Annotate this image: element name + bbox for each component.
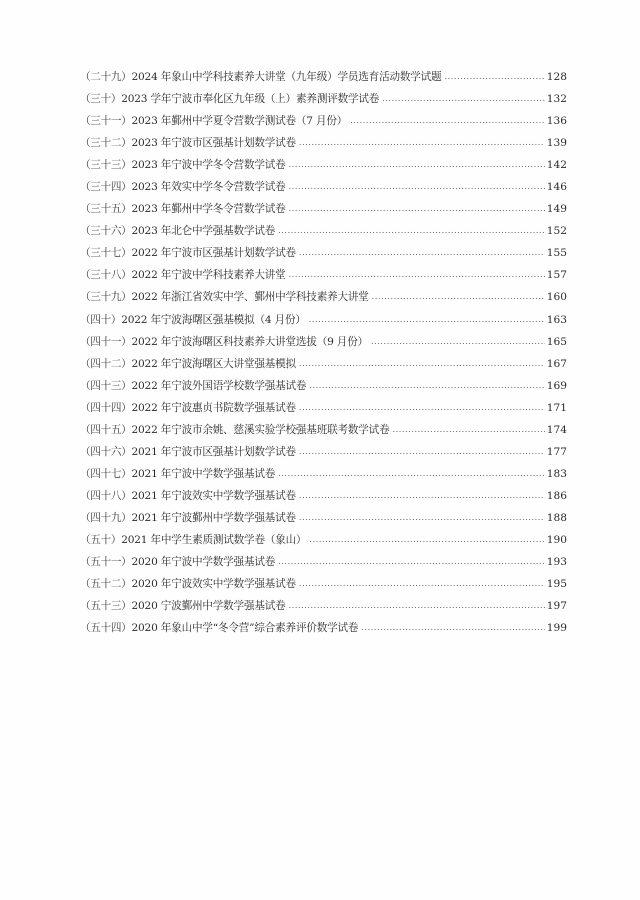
toc-entry[interactable] [80, 463, 567, 485]
toc-entry-number: （四十三） [80, 379, 132, 392]
toc-entry-title: 2022 年浙江省效实中学、鄞州中学科技素养大讲堂 [131, 291, 369, 304]
toc-entry-number: （三十四） [80, 181, 132, 194]
toc-entry-page-number: 160 [546, 291, 567, 304]
toc-dot-leader [392, 419, 544, 441]
toc-entry-title: 2021 年中学生素质测试数学卷（象山） [121, 533, 307, 546]
toc-entry-number: （三十九） [80, 291, 132, 304]
toc-entry-page-number: 146 [546, 181, 567, 194]
toc-entry-number: （二十九） [80, 71, 132, 83]
toc-entry[interactable] [80, 507, 567, 529]
toc-dot-leader [278, 463, 545, 485]
toc-dot-leader [289, 198, 545, 220]
toc-entry-title: 2023 年宁波市区强基计划数学试卷 [131, 137, 296, 150]
toc-entry[interactable] [80, 595, 567, 617]
toc-entry-title: 2021 年宁波鄞州中学数学强基试卷 [131, 511, 296, 524]
toc-entry[interactable] [80, 220, 567, 242]
toc-entry[interactable] [80, 573, 567, 595]
toc-dot-leader [289, 154, 545, 176]
toc-entry[interactable] [80, 375, 567, 397]
toc-entry-page-number: 177 [546, 445, 567, 458]
toc-dot-leader [289, 264, 545, 286]
toc-dot-leader [289, 595, 545, 617]
toc-entry[interactable] [80, 154, 567, 176]
toc-entry-number: （三十） [80, 93, 122, 106]
toc-entry-number: （三十七） [80, 247, 132, 260]
toc-entry-title: 2023 年效实中学冬令营数学试卷 [131, 181, 286, 194]
toc-dot-leader [278, 551, 545, 573]
toc-dot-leader [361, 617, 544, 639]
toc-entry-page-number: 197 [546, 600, 567, 613]
toc-entry-title: 2023 年宁波中学冬令营数学试卷 [131, 159, 286, 172]
toc-entry-title: 2023 年鄞州中学夏令营数学测试卷（7 月份） [131, 115, 348, 128]
toc-entry-page-number: 199 [546, 622, 567, 635]
toc-entry[interactable] [80, 286, 567, 308]
toc-entry[interactable] [80, 198, 567, 220]
toc-entry[interactable] [80, 485, 567, 507]
toc-entry-page-number: 174 [546, 423, 567, 436]
table-of-contents [80, 66, 567, 639]
toc-entry-title: 2022 年宁波外国语学校数学强基试卷 [131, 379, 307, 392]
toc-dot-leader [371, 331, 545, 353]
toc-entry-number: （四十二） [80, 357, 132, 370]
toc-entry-title: 2022 年宁波海曙区科技素养大讲堂选拔（9 月份） [131, 335, 368, 348]
toc-entry-page-number: 186 [546, 489, 567, 502]
toc-entry-page-number: 188 [546, 511, 567, 524]
toc-entry-number: （五十） [80, 533, 122, 546]
toc-entry-title: 2022 年宁波市余姚、慈溪实验学校强基班联考数学试卷 [131, 423, 390, 436]
toc-entry-title: 2023 学年宁波市奉化区九年级（上）素养测评数学试卷 [121, 93, 380, 106]
toc-entry-number: （三十六） [80, 225, 132, 238]
toc-dot-leader [382, 88, 545, 110]
toc-entry-title: 2021 年宁波市区强基计划数学试卷 [131, 445, 296, 458]
toc-entry-page-number: 136 [546, 115, 567, 128]
toc-dot-leader [299, 242, 545, 264]
toc-entry-page-number: 165 [546, 335, 567, 348]
toc-entry-number: （五十一） [80, 556, 132, 569]
toc-entry[interactable] [80, 441, 567, 463]
toc-entry-number: （三十一） [80, 115, 132, 128]
toc-entry-title: 2022 年宁波中学科技素养大讲堂 [131, 269, 286, 282]
toc-entry-number: （四十八） [80, 489, 132, 502]
toc-entry-number: （五十四） [80, 622, 132, 635]
toc-entry[interactable] [80, 397, 567, 419]
toc-entry[interactable] [80, 110, 567, 132]
toc-entry-number: （三十八） [80, 269, 132, 282]
toc-dot-leader [299, 353, 545, 375]
toc-entry-number: （四十九） [80, 511, 132, 524]
toc-entry-page-number: 190 [546, 533, 567, 546]
toc-entry[interactable] [80, 176, 567, 198]
toc-entry-number: （五十三） [80, 600, 132, 613]
toc-entry[interactable] [80, 66, 567, 88]
toc-dot-leader [299, 485, 545, 507]
toc-dot-leader [299, 132, 545, 154]
toc-entry-page-number: 171 [546, 401, 567, 414]
toc-entry[interactable] [80, 132, 567, 154]
toc-dot-leader [350, 110, 545, 132]
toc-entry[interactable] [80, 309, 567, 331]
toc-entry-title: 2022 年宁波市区强基计划数学试卷 [131, 247, 296, 260]
toc-entry-page-number: 193 [546, 556, 567, 569]
toc-entry[interactable] [80, 88, 567, 110]
toc-entry-title: 2022 年宁波海曙区大讲堂强基模拟 [131, 357, 296, 370]
toc-entry-number: （四十四） [80, 401, 132, 414]
toc-entry-title: 2020 年宁波中学数学强基试卷 [131, 556, 276, 569]
toc-entry-number: （三十五） [80, 203, 132, 216]
toc-dot-leader [299, 507, 545, 529]
toc-entry-page-number: 128 [546, 71, 567, 83]
toc-entry[interactable] [80, 242, 567, 264]
toc-entry-number: （四十六） [80, 445, 132, 458]
toc-entry-title: 2023 年北仑中学强基数学试卷 [131, 225, 276, 238]
toc-entry-title: 2021 年宁波效实中学数学强基试卷 [131, 489, 296, 502]
toc-dot-leader [299, 397, 545, 419]
toc-entry-title: 2022 年宁波海曙区强基模拟（4 月份） [121, 313, 306, 326]
toc-entry[interactable] [80, 617, 567, 639]
toc-entry[interactable] [80, 529, 567, 551]
toc-entry[interactable] [80, 264, 567, 286]
toc-entry-page-number: 142 [546, 159, 567, 172]
toc-entry-title: 2020 宁波鄞州中学数学强基试卷 [131, 600, 286, 613]
toc-entry-page-number: 167 [546, 357, 567, 370]
toc-entry-page-number: 155 [546, 247, 567, 260]
toc-entry-page-number: 152 [546, 225, 567, 238]
toc-entry-number: （四十） [80, 313, 122, 326]
toc-entry-title: 2020 年象山中学“冬令营”综合素养评价数学试卷 [131, 622, 359, 635]
toc-dot-leader [289, 176, 545, 198]
toc-dot-leader [278, 220, 545, 242]
toc-dot-leader [309, 309, 545, 331]
toc-dot-leader [309, 529, 544, 551]
toc-entry-page-number: 132 [546, 93, 567, 106]
toc-dot-leader [299, 441, 545, 463]
toc-entry[interactable] [80, 353, 567, 375]
toc-entry-title: 2022 年宁波惠贞书院数学强基试卷 [131, 401, 296, 414]
toc-entry-page-number: 183 [546, 467, 567, 480]
toc-entry-number: （五十二） [80, 578, 132, 591]
toc-entry-page-number: 149 [546, 203, 567, 216]
toc-entry-title: 2024 年象山中学科技素养大讲堂（九年级）学员选育活动数学试题 [131, 71, 442, 83]
toc-dot-leader [444, 66, 544, 88]
toc-entry-title: 2021 年宁波中学数学强基试卷 [131, 467, 276, 480]
toc-dot-leader [299, 573, 545, 595]
toc-entry-page-number: 163 [546, 313, 567, 326]
toc-dot-leader [309, 375, 544, 397]
toc-entry-number: （四十五） [80, 423, 132, 436]
toc-entry-page-number: 157 [546, 269, 567, 282]
toc-entry-page-number: 169 [546, 379, 567, 392]
toc-entry-title: 2023 年鄞州中学冬令营数学试卷 [131, 203, 286, 216]
toc-entry-number: （四十一） [80, 335, 132, 348]
toc-entry-title: 2020 年宁波效实中学数学强基试卷 [131, 578, 296, 591]
toc-entry-page-number: 139 [546, 137, 567, 150]
toc-dot-leader [372, 286, 545, 308]
toc-entry[interactable] [80, 419, 567, 441]
toc-entry-number: （四十七） [80, 467, 132, 480]
toc-entry[interactable] [80, 551, 567, 573]
toc-entry-number: （三十二） [80, 137, 132, 150]
toc-entry[interactable] [80, 331, 567, 353]
toc-entry-page-number: 195 [546, 578, 567, 591]
toc-entry-number: （三十三） [80, 159, 132, 172]
